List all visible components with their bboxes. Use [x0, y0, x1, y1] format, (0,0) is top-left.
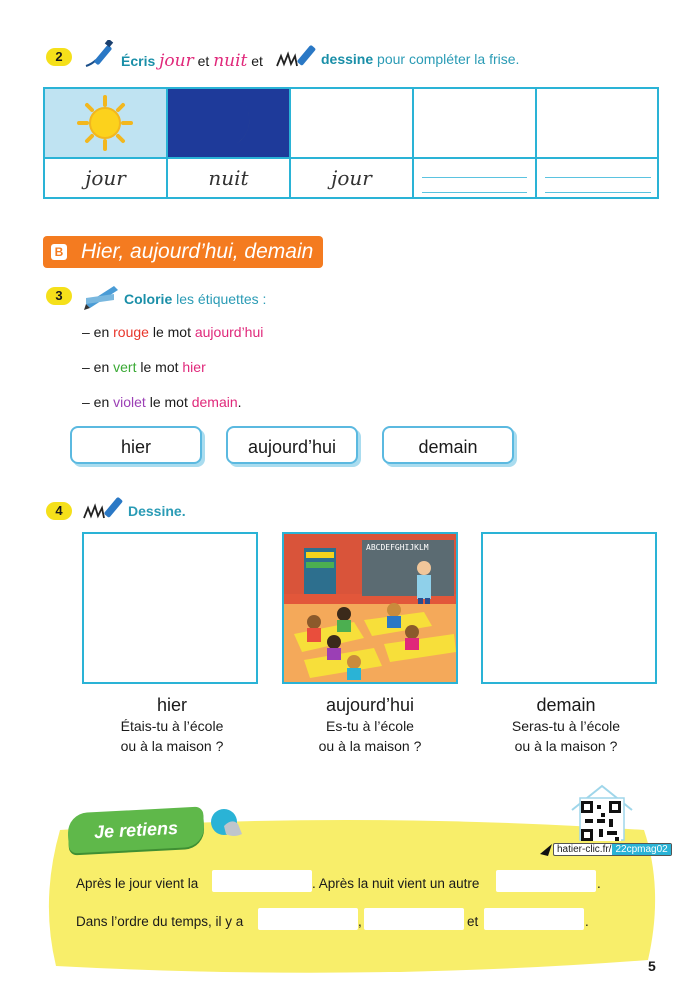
caption-word: hier: [156, 695, 187, 715]
page-number: 5: [648, 958, 656, 974]
caption-word: demain: [536, 695, 596, 715]
target-demain: demain: [191, 394, 238, 410]
tag-hier[interactable]: hier: [70, 426, 202, 464]
section-letter: B: [51, 244, 67, 260]
exercise2-instruction-rest: [321, 51, 519, 67]
retiens-sentence-1c: .: [597, 876, 601, 891]
bullet-prefix: – en: [82, 324, 110, 340]
bullet-middle: le mot: [149, 394, 188, 410]
bullet-prefix: – en: [82, 359, 110, 375]
target-aujourdhui: aujourd’hui: [194, 324, 264, 340]
bullet-rouge: [82, 324, 263, 340]
drawing-box-hier[interactable]: [82, 532, 258, 684]
completer-text: pour compléter la frise.: [377, 51, 520, 67]
caption-hier: [72, 694, 272, 756]
link-code: 22cpmag02: [612, 844, 670, 855]
blank-field-1[interactable]: [212, 870, 312, 892]
classroom-illustration: [282, 532, 458, 684]
section-b-header: [43, 236, 323, 268]
hand-idea-icon: [208, 806, 248, 840]
et-word: et: [197, 53, 210, 69]
target-hier: hier: [182, 359, 206, 375]
retiens-sentence-2c: et: [467, 914, 479, 929]
bullet-prefix: – en: [82, 394, 110, 410]
caption-question-1: Es-tu à l’école: [326, 718, 414, 734]
frise-cell-empty-3[interactable]: [291, 89, 414, 157]
exercise3-instruction: [124, 291, 266, 307]
moon-icon: [168, 89, 289, 157]
color-vert: vert: [113, 359, 137, 375]
blank-field-2[interactable]: [496, 870, 596, 892]
retiens-label: [67, 806, 205, 853]
drawing-box-demain[interactable]: [481, 532, 657, 684]
exercise-number-4: 4: [46, 502, 72, 520]
colorie-word: Colorie: [124, 291, 173, 307]
frise-label-2: nuit: [168, 157, 291, 199]
tag-demain[interactable]: demain: [382, 426, 514, 464]
blank-field-4[interactable]: [364, 908, 464, 930]
frise-write-line-5[interactable]: [537, 157, 659, 199]
exercise-number-2: 2: [46, 48, 72, 66]
caption-aujourdhui: [270, 694, 470, 756]
retiens-sentence-1a: Après le jour vient la: [76, 876, 199, 891]
board-letters: ABCDEFGHIJKLM: [366, 543, 429, 552]
caption-demain: [466, 694, 666, 756]
caption-word: aujourd’hui: [325, 695, 415, 715]
caption-question-2: ou à la maison ?: [120, 738, 224, 754]
frise-label-1: jour: [45, 157, 168, 199]
frise-cell-empty-5[interactable]: [537, 89, 659, 157]
frise-write-line-4[interactable]: [414, 157, 537, 199]
retiens-sentence-1b: . Après la nuit vient un autre: [312, 876, 480, 891]
ecris-word: Écris: [121, 53, 156, 69]
etiquettes-text: les étiquettes :: [176, 291, 267, 307]
frise-table: [43, 87, 659, 199]
pen-icon: [82, 40, 120, 70]
tag-aujourdhui[interactable]: aujourd’hui: [226, 426, 358, 464]
retiens-title: Je retiens: [93, 817, 179, 843]
section-title: Hier, aujourd’hui, demain: [81, 240, 314, 263]
frise-cell-empty-4[interactable]: [414, 89, 537, 157]
color-violet: violet: [113, 394, 146, 410]
blank-field-3[interactable]: [258, 908, 358, 930]
pencil-drawing-icon: [82, 494, 128, 524]
hatier-link[interactable]: [553, 843, 672, 856]
qr-code-icon[interactable]: [581, 801, 621, 841]
frise-label-3: jour: [291, 157, 414, 199]
frise-cell-moon: [168, 89, 291, 157]
colored-pencils-icon: [84, 282, 120, 310]
sun-icon: [45, 89, 166, 157]
caption-question-2: ou à la maison ?: [318, 738, 422, 754]
caption-question-2: ou à la maison ?: [514, 738, 618, 754]
bullet-violet: [82, 394, 242, 410]
retiens-sentence-2d: .: [585, 914, 589, 929]
bullet-suffix: .: [237, 394, 242, 410]
caption-question-1: Étais-tu à l’école: [120, 718, 224, 734]
classroom-image: [284, 534, 456, 682]
bullet-middle: le mot: [140, 359, 179, 375]
retiens-sentence-2a: Dans l’ordre du temps, il y a: [76, 914, 244, 929]
jour-word: jour: [159, 51, 194, 71]
caption-question-1: Seras-tu à l’école: [511, 718, 621, 734]
retiens-sentence-2b: ,: [358, 914, 362, 929]
blank-field-5[interactable]: [484, 908, 584, 930]
dessine-word: dessine: [321, 51, 374, 67]
pencil-drawing-icon: [275, 42, 321, 72]
link-domain: hatier-clic.fr/: [557, 844, 612, 855]
nuit-word: nuit: [213, 51, 248, 71]
et-word-2: et: [251, 53, 263, 69]
cursor-arrow-icon: [540, 844, 554, 856]
bullet-middle: le mot: [152, 324, 191, 340]
exercise2-instruction: [121, 51, 263, 71]
exercise-number-3: 3: [46, 287, 72, 305]
color-rouge: rouge: [113, 324, 149, 340]
bullet-vert: [82, 359, 206, 375]
dessine-instruction: Dessine.: [128, 503, 186, 519]
frise-cell-sun: [45, 89, 168, 157]
